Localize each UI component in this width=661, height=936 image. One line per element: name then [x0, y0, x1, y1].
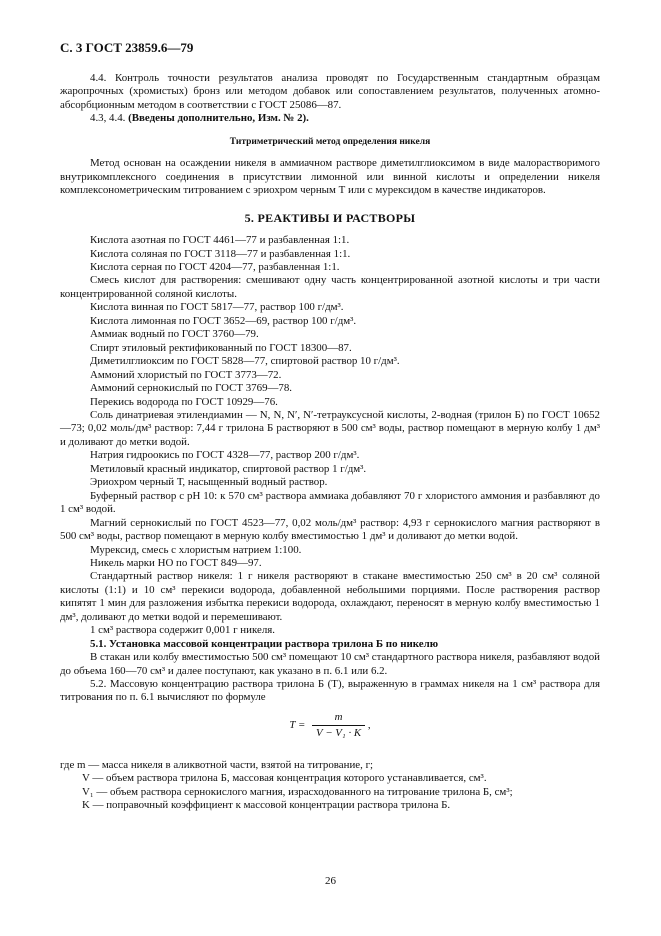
amendment-text: (Введены дополнительно, Изм. № 2).: [128, 112, 309, 125]
reagent-item: Спирт этиловый ректификованный по ГОСТ 18300—87.: [90, 341, 352, 354]
where-intro: где m — масса никеля в аликвотной части, взятой на титрование, г;: [60, 758, 374, 771]
paragraph-4-4: 4.4. Контроль точности результатов анализа проводят по Государственным стандартным образцам жаропрочных (хромистых) бронз или методом добавок или сопоставлением результатов, полученных атомно-абсорбционным методом в соответствии с ГОСТ 25086—87.: [60, 72, 600, 111]
reagent-item: Стандартный раствор никеля: 1 г никеля растворяют в стакане вместимостью 250 см³ в 20 см³ соляной кислоты (1:1) и 10 см³ перекиси водорода, добавленной небольшими порциями. После растворения раствор кипятят 1 мин для разложения избытка перекиси водорода, охлаждают, переносят в мерную колбу вместимостью 1 дм³, доливают до метки водой и перемешивают.: [60, 570, 600, 623]
reagent-item: Магний сернокислый по ГОСТ 4523—77, 0,02 моль/дм³ раствор: 4,93 г сернокислого магния растворяют в 500 см³ воды, раствор помещают в мерную колбу вместимостью 1 дм³ и доливают до метки водой.: [60, 516, 600, 543]
formula-fraction: [312, 711, 365, 740]
amendment-clauses: 4.3, 4.4.: [90, 112, 126, 125]
reagent-item: Буферный раствор с рН 10: к 570 см³ раствора аммиака добавляют 70 г хлористого аммония и разбавляют до 1 см³ водой.: [60, 489, 600, 516]
reagent-item: Диметилглиоксим по ГОСТ 5828—77, спиртовой раствор 10 г/дм³.: [90, 355, 400, 368]
reagent-item: Метиловый красный индикатор, спиртовой раствор 1 г/дм³.: [90, 462, 367, 475]
reagent-item: Кислота азотная по ГОСТ 4461—77 и разбавленная 1:1.: [90, 234, 350, 247]
amendment-note: [60, 112, 600, 125]
reagent-item: Аммоний хлористый по ГОСТ 3773—72.: [90, 368, 282, 381]
reagent-item: Эриохром черный Т, насыщенный водный раствор.: [90, 476, 328, 489]
clause-5-1-text: В стакан или колбу вместимостью 500 см³ помещают 10 см³ стандартного раствора никеля, разбавляют водой до объема 160—70 см³ и далее поступают, как указано в п. 6.1 или 6.2.: [60, 651, 600, 677]
clause-5-2-text: 5.2. Массовую концентрацию раствора трилона Б (Т), выраженную в граммах никеля на 1 см³ раствора для титрования по п. 6.1 вычисляют по формуле: [60, 678, 600, 704]
method-subheading: Титриметрический метод определения никеля: [229, 136, 431, 147]
page-header: С. 3 ГОСТ 23859.6—79: [60, 40, 194, 55]
method-paragraph: Метод основан на осаждении никеля в аммиачном растворе диметилглиоксимом в виде малорастворимого внутрикомплексного соединения в присутствии лимонной или винной кислоты и определении никеля комплексонометрическим титрованием с эриохром черным Т или с мурексидом в качестве индикаторов.: [60, 157, 600, 197]
reagent-item: Мурексид, смесь с хлористым натрием 1:100.: [90, 543, 302, 556]
reagent-item: Кислота соляная по ГОСТ 3118—77 и разбавленная 1:1.: [90, 247, 351, 260]
formula: [60, 711, 600, 751]
section-heading: 5. РЕАКТИВЫ И РАСТВОРЫ: [244, 210, 416, 225]
formula-lhs: T =: [289, 718, 306, 731]
reagents-list: [60, 234, 600, 638]
reagent-item: Никель марки НО по ГОСТ 849—97.: [90, 556, 262, 569]
formula-trail: ,: [367, 718, 371, 731]
reagent-item: Перекись водорода по ГОСТ 10929—76.: [90, 395, 278, 408]
reagent-item: Кислота лимонная по ГОСТ 3652—69, раствор 100 г/дм³.: [90, 314, 357, 327]
definition-item: K — поправочный коэффициент к массовой концентрации раствора трилона Б.: [82, 799, 451, 812]
reagent-item: Кислота винная по ГОСТ 5817—77, раствор 100 г/дм³.: [90, 301, 344, 314]
page-number: 26: [325, 875, 336, 887]
definition-item: V — объем раствора трилона Б, массовая концентрация которого устанавливается, см³.: [82, 772, 487, 785]
reagent-item: Аммиак водный по ГОСТ 3760—79.: [90, 328, 259, 341]
reagent-item: 1 см³ раствора содержит 0,001 г никеля.: [90, 624, 275, 637]
reagent-item: Аммоний сернокислый по ГОСТ 3769—78.: [90, 382, 293, 395]
definition-item: V₁ — объем раствора сернокислого магния, израсходованного на титрование трилона Б, см³;: [82, 785, 513, 798]
formula-numerator: m: [312, 711, 365, 726]
formula-denominator: V − V₁ · K: [316, 726, 362, 739]
reagent-item: Соль динатриевая этилендиамин — N, N, N′, N′-тетрауксусной кислоты, 2-водная (трилон Б) по ГОСТ 10652—73; 0,02 моль/дм³ раствор: 7,44 г трилона Б растворяют в 500 см³ воды, раствор помещают в мерную колбу 1 дм³ и доливают до метки водой.: [60, 408, 600, 448]
clause-5-1-heading: 5.1. Установка массовой концентрации раствора трилона Б по никелю: [90, 637, 439, 650]
reagent-item: Кислота серная по ГОСТ 4204—77, разбавленная 1:1.: [90, 260, 340, 273]
reagent-item: Натрия гидроокись по ГОСТ 4328—77, раствор 200 г/дм³.: [90, 449, 360, 462]
reagent-item: Смесь кислот для растворения: смешивают одну часть концентрированной азотной кислоты и три части концентрированной соляной кислоты.: [60, 274, 600, 300]
document-body: [60, 72, 600, 813]
